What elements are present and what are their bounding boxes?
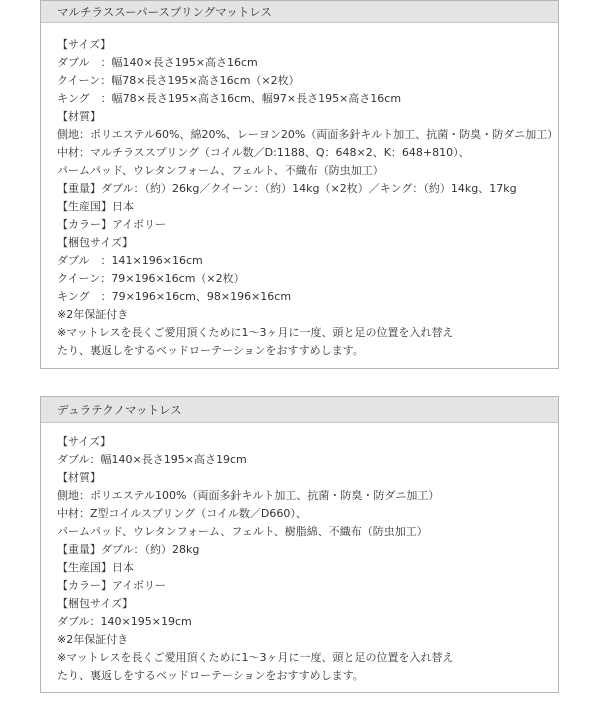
spec-line: ※2年保証付き — [57, 633, 129, 646]
spec-list — [41, 23, 558, 360]
spec-line: 【梱包サイズ】 — [57, 236, 134, 249]
spec-line: 【カラー】アイボリー — [57, 218, 167, 231]
spec-line: 【生産国】日本 — [57, 200, 134, 213]
spec-line: ダブル：幅140×長さ195×高さ19cm — [57, 453, 247, 466]
spec-line: 側地：ポリエステル100%（両面多針キルト加工、抗菌・防臭・防ダニ加工） — [57, 489, 440, 502]
spec-line: たり、裏返しをするベッドローテーションをおすすめします。 — [57, 669, 364, 682]
spec-line: クイーン：79×196×16cm（×2枚） — [57, 272, 245, 285]
panel-title: マルチラススーパースプリングマットレス — [41, 1, 558, 23]
spec-line: たり、裏返しをするベッドローテーションをおすすめします。 — [57, 344, 364, 357]
spec-line: 【サイズ】 — [57, 38, 112, 51]
panel-title: デュラテクノマットレス — [41, 397, 558, 423]
spec-line: ※マットレスを長くご愛用頂くために1～3ヶ月に一度、頭と足の位置を入れ替え — [57, 651, 454, 664]
spec-line: ダブル ：幅140×長さ195×高さ16cm — [57, 56, 258, 69]
spec-line: パームパッド、ウレタンフォーム、フェルト、樹脂綿、不織布（防虫加工） — [57, 525, 428, 538]
spec-line: 【梱包サイズ】 — [57, 597, 134, 610]
spec-line: 側地：ポリエステル60%、綿20%、レーヨン20%（両面多針キルト加工、抗菌・防臭・防ダニ加工） — [57, 128, 559, 141]
spec-line: 【重量】ダブル：（約）28kg — [57, 543, 200, 556]
spec-line: 【重量】ダブル：（約）26kg／クイーン：（約）14kg（×2枚）／キング：（約）14kg、17kg — [57, 182, 517, 195]
spec-line: 中材：マルチラススプリング（コイル数／D:1188、Q：648×2、K：648+810）、 — [57, 146, 470, 159]
spec-line: キング ：幅78×長さ195×高さ16cm、幅97×長さ195×高さ16cm — [57, 92, 402, 105]
spec-line: 【サイズ】 — [57, 435, 112, 448]
spec-panel-multilas — [40, 0, 559, 369]
spec-line: ※マットレスを長くご愛用頂くために1～3ヶ月に一度、頭と足の位置を入れ替え — [57, 326, 454, 339]
spec-list — [41, 423, 558, 685]
spec-line: クイーン：幅78×長さ195×高さ16cm（×2枚） — [57, 74, 300, 87]
spec-panel-duratechno — [40, 396, 559, 693]
spec-line: ※2年保証付き — [57, 308, 129, 321]
spec-line: キング ：79×196×16cm、98×196×16cm — [57, 290, 292, 303]
spec-line: 【カラー】アイボリー — [57, 579, 167, 592]
spec-line: 【生産国】日本 — [57, 561, 134, 574]
spec-line: パームパッド、ウレタンフォーム、フェルト、不織布（防虫加工） — [57, 164, 384, 177]
spec-line: 【材質】 — [57, 110, 101, 123]
spec-line: ダブル：140×195×19cm — [57, 615, 192, 628]
spec-line: ダブル ：141×196×16cm — [57, 254, 203, 267]
spec-line: 中材：Z型コイルスプリング（コイル数／D660）、 — [57, 507, 307, 520]
spec-line: 【材質】 — [57, 471, 101, 484]
